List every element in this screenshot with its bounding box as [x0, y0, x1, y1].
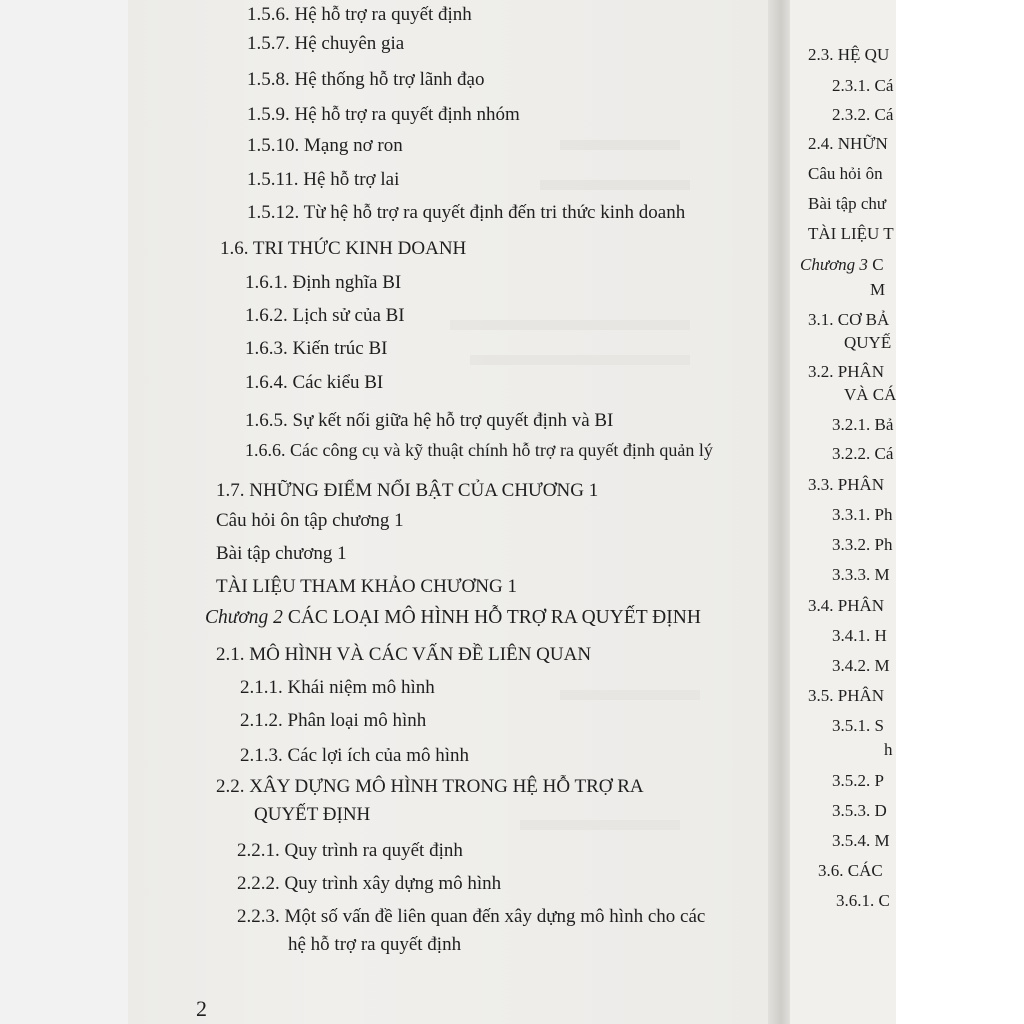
toc-right-line: M [870, 280, 886, 299]
toc-right-line: Bài tập chư [808, 194, 887, 213]
toc-right-line: h [884, 740, 893, 759]
toc-right-line: 3.5.3. D [832, 801, 887, 820]
toc-right-line: 3.2.2. Cá [832, 444, 894, 463]
toc-right-line: 2.4. NHỮN [808, 134, 888, 153]
toc-entry: 1.5.7. Hệ chuyên gia [247, 33, 405, 54]
toc-entry: 2.1.3. Các lợi ích của mô hình [240, 745, 470, 766]
toc-entry: 1.6.6. Các công cụ và kỹ thuật chính hỗ trợ ra quyết định quản lý [245, 440, 713, 460]
toc-entry: 1.6.3. Kiến trúc BI [245, 338, 388, 359]
toc-entry: Bài tập chương 1 [216, 543, 347, 564]
page-number: 2 [196, 996, 207, 1021]
toc-section: TÀI LIỆU THAM KHẢO CHƯƠNG 1 [216, 576, 517, 597]
toc-right-line: 2.3.1. Cá [832, 76, 894, 95]
toc-right-line: TÀI LIỆU T [808, 224, 894, 243]
toc-right-line: 3.3.3. M [832, 565, 890, 584]
toc-entry: 1.6.4. Các kiểu BI [245, 372, 384, 393]
toc-right-line: Câu hỏi ôn [808, 164, 883, 183]
toc-section: 1.7. NHỮNG ĐIỂM NỔI BẬT CỦA CHƯƠNG 1 [216, 480, 599, 501]
toc-entry: 1.5.6. Hệ hỗ trợ ra quyết định [247, 4, 472, 25]
toc-entry: 2.2.3. Một số vấn đề liên quan đến xây dựng mô hình cho các [237, 906, 706, 927]
book-gutter [768, 0, 792, 1024]
toc-section: 2.1. MÔ HÌNH VÀ CÁC VẤN ĐỀ LIÊN QUAN [216, 644, 592, 665]
toc-right-line: 3.2.1. Bả [832, 415, 894, 434]
toc-right-line: 3.5. PHÂN [808, 686, 885, 705]
toc-section: 2.2. XÂY DỰNG MÔ HÌNH TRONG HỆ HỖ TRỢ RA [216, 776, 644, 797]
toc-entry: 1.5.8. Hệ thống hỗ trợ lãnh đạo [247, 69, 485, 90]
toc-right-line: VÀ CÁ [844, 385, 896, 404]
toc-right-line: QUYẾ [844, 333, 892, 352]
toc-section-continued: QUYẾT ĐỊNH [254, 804, 371, 825]
toc-entry: 1.5.11. Hệ hỗ trợ lai [247, 169, 400, 190]
toc-entry: 1.5.9. Hệ hỗ trợ ra quyết định nhóm [247, 104, 520, 125]
toc-right-line: 3.3.2. Ph [832, 535, 893, 554]
toc-right-line: 3.3.1. Ph [832, 505, 893, 524]
toc-right-line: 3.5.2. P [832, 771, 884, 790]
toc-right-line: 3.5.4. M [832, 831, 890, 850]
toc-entry: 1.6.5. Sự kết nối giữa hệ hỗ trợ quyết định và BI [245, 410, 614, 431]
toc-right-line: 3.4.1. H [832, 626, 887, 645]
chapter-title: C [872, 255, 884, 274]
background-edge [896, 0, 1024, 1024]
right-page [790, 0, 896, 1024]
chapter-label: Chương 3 [800, 255, 868, 274]
toc-right-line: 3.1. CƠ BẢ [808, 310, 890, 329]
toc-right-line: 3.6.1. C [836, 891, 890, 910]
toc-entry: 1.5.10. Mạng nơ ron [247, 135, 403, 156]
toc-entry: 2.2.1. Quy trình ra quyết định [237, 840, 463, 861]
toc-entry: 1.5.12. Từ hệ hỗ trợ ra quyết định đến tri thức kinh doanh [247, 202, 686, 223]
toc-entry: 2.2.2. Quy trình xây dựng mô hình [237, 873, 502, 894]
toc-right-line: 2.3. HỆ QU [808, 45, 890, 64]
toc-entry: Câu hỏi ôn tập chương 1 [216, 510, 404, 531]
toc-chapter [205, 607, 701, 629]
chapter-title: CÁC LOẠI MÔ HÌNH HỖ TRỢ RA QUYẾT ĐỊNH [287, 607, 701, 628]
toc-right-line: 3.5.1. S [832, 716, 884, 735]
toc-right-line: 3.6. CÁC [818, 861, 883, 880]
toc-right-line: 3.3. PHÂN [808, 475, 885, 494]
toc-section: 1.6. TRI THỨC KINH DOANH [220, 238, 467, 259]
toc-right-line: 3.2. PHÂN [808, 362, 885, 381]
toc-right-line: 3.4. PHÂN [808, 596, 885, 615]
toc-right-line: 2.3.2. Cá [832, 105, 894, 124]
toc-entry: 2.1.2. Phân loại mô hình [240, 710, 427, 731]
toc-entry-continued: hệ hỗ trợ ra quyết định [288, 934, 462, 955]
chapter-label: Chương 2 [205, 607, 283, 628]
toc-right-line: 3.4.2. M [832, 656, 890, 675]
toc-entry: 2.1.1. Khái niệm mô hình [240, 677, 435, 698]
toc-entry: 1.6.2. Lịch sử của BI [245, 305, 405, 326]
toc-entry: 1.6.1. Định nghĩa BI [245, 272, 402, 293]
toc-right-chapter [800, 255, 884, 275]
